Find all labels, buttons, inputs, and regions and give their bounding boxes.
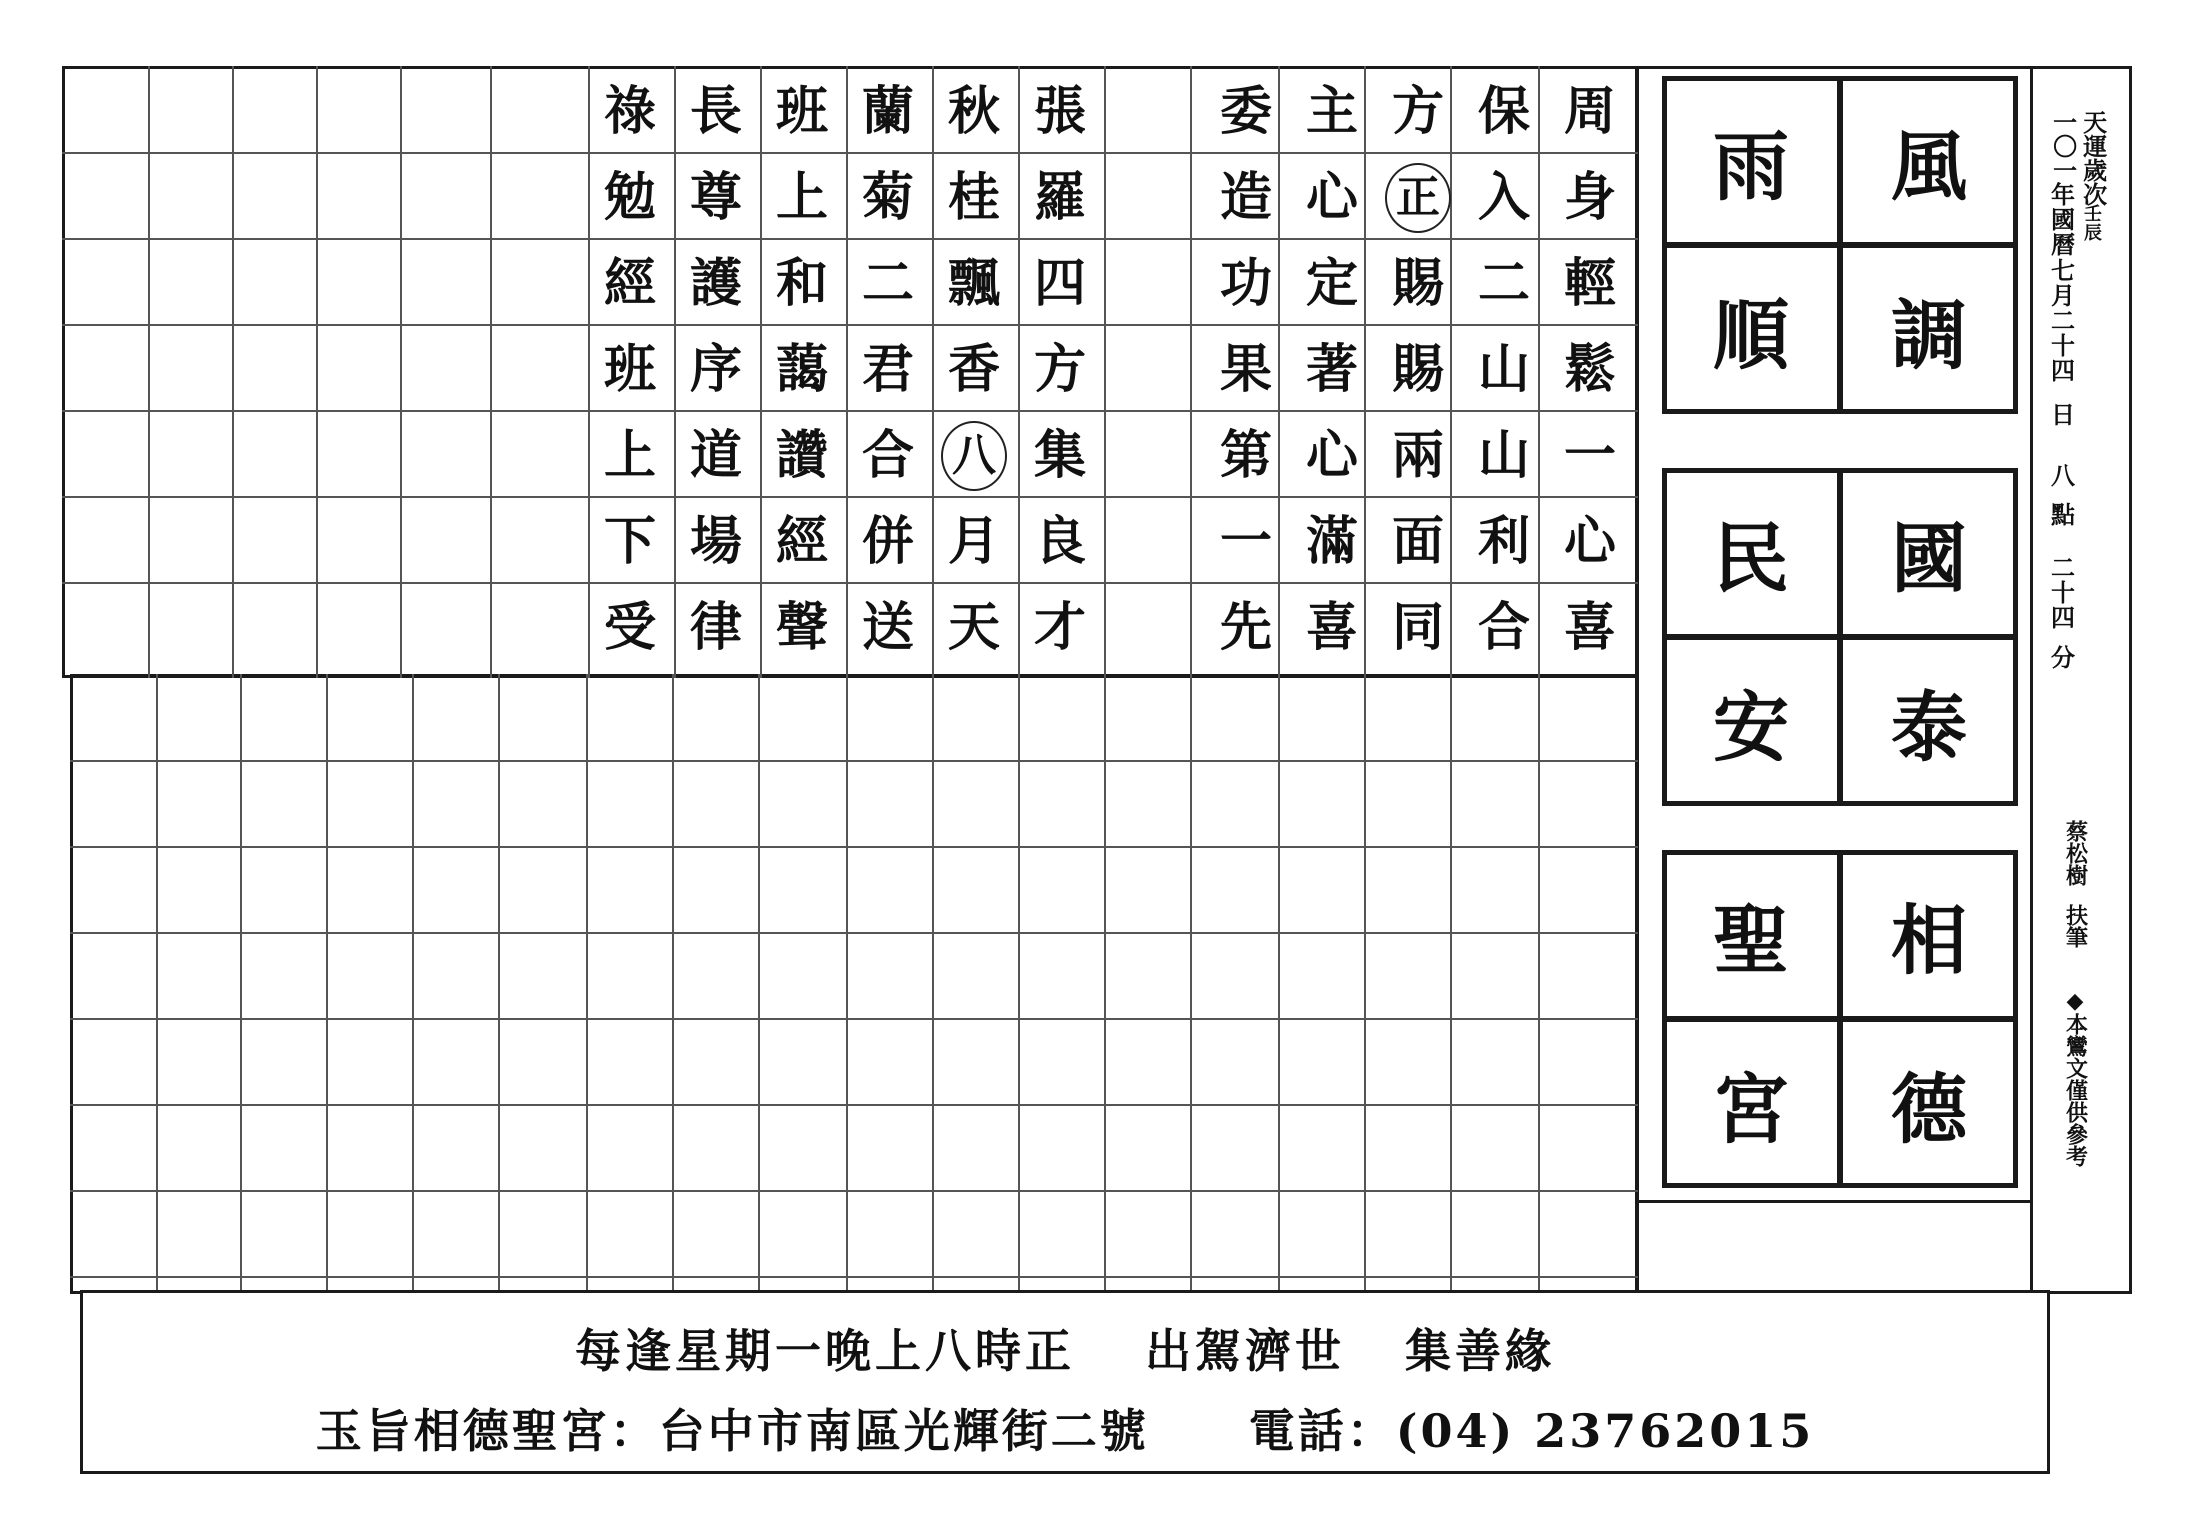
poem-char bbox=[848, 588, 928, 668]
grid-hline bbox=[62, 582, 1638, 584]
poem-char-glyph: 菊 bbox=[861, 167, 914, 228]
poem-char-glyph: 才 bbox=[1033, 597, 1086, 658]
poem-char-glyph: 蘭 bbox=[861, 81, 914, 142]
poem-char bbox=[1206, 588, 1286, 668]
side-char: 二 bbox=[2051, 553, 2075, 583]
poem-char bbox=[1020, 158, 1100, 238]
poem-char bbox=[762, 158, 842, 238]
poem-char bbox=[590, 416, 670, 496]
poem-char-glyph: 併 bbox=[861, 511, 914, 572]
poem-char-glyph: 經 bbox=[775, 511, 828, 572]
poem-char-glyph: 同 bbox=[1391, 597, 1444, 658]
poem-char bbox=[1206, 244, 1286, 324]
poem-char-glyph: 和 bbox=[775, 253, 828, 314]
side-char: 四 bbox=[2051, 356, 2075, 386]
poem-char bbox=[590, 588, 670, 668]
grid-vline bbox=[316, 66, 318, 678]
grid-vline bbox=[148, 66, 150, 678]
side-date-year-label: 天運歲次 bbox=[2078, 110, 2108, 206]
side-char: 四 bbox=[2051, 603, 2075, 633]
poem-char bbox=[676, 330, 756, 410]
poem-char-glyph: 上 bbox=[603, 425, 656, 486]
grid-vline bbox=[326, 674, 328, 1294]
grid-vline bbox=[672, 674, 674, 1294]
side-date-number: 一〇一 bbox=[2048, 110, 2078, 182]
poem-char-glyph: 身 bbox=[1563, 167, 1616, 228]
grid-hline bbox=[62, 238, 1638, 240]
side-char: 年 bbox=[2051, 180, 2075, 209]
grid-vline bbox=[156, 674, 158, 1294]
stamp-char: 國 bbox=[1840, 468, 2018, 637]
poem-char-glyph: 班 bbox=[603, 339, 656, 400]
poem-char-glyph: 良 bbox=[1033, 511, 1086, 572]
stamp-char: 民 bbox=[1662, 468, 1840, 637]
grid-vline bbox=[1364, 674, 1366, 1294]
poem-char bbox=[676, 416, 756, 496]
poem-char-glyph: 果 bbox=[1219, 339, 1272, 400]
side-char: 八 bbox=[2051, 460, 2075, 490]
poem-char-glyph: 香 bbox=[947, 339, 1000, 400]
poem-char bbox=[1464, 72, 1544, 152]
poem-char bbox=[762, 244, 842, 324]
poem-char-glyph: 藹 bbox=[775, 339, 828, 400]
poem-char-glyph: 尊 bbox=[689, 167, 742, 228]
poem-char-glyph: 方 bbox=[1033, 339, 1086, 400]
poem-char-glyph: 秋 bbox=[947, 81, 1000, 142]
side-char: 分 bbox=[2051, 642, 2075, 672]
side-char: 十 bbox=[2051, 331, 2075, 361]
poem-char bbox=[1464, 330, 1544, 410]
address-text: 玉旨相德聖宮：台中市南區光輝街二號 bbox=[315, 1404, 1149, 1458]
poem-char bbox=[934, 72, 1014, 152]
poem-char bbox=[1550, 502, 1630, 582]
grid-vline bbox=[758, 674, 760, 1294]
poem-char-glyph: 喜 bbox=[1563, 597, 1616, 658]
grid-hline bbox=[62, 152, 1638, 154]
grid-hline bbox=[70, 932, 1638, 934]
grid-vline bbox=[1104, 66, 1106, 678]
poem-char-glyph: 四 bbox=[1033, 253, 1086, 314]
poem-char-glyph: 入 bbox=[1477, 167, 1530, 228]
poem-char bbox=[1206, 502, 1286, 582]
grid-hline bbox=[1636, 1200, 2032, 1203]
stamp-char: 順 bbox=[1662, 245, 1840, 414]
grid-vline bbox=[1450, 674, 1452, 1294]
poem-char-glyph: 君 bbox=[861, 339, 914, 400]
poem-char-glyph: 月 bbox=[947, 511, 1000, 572]
poem-char bbox=[1292, 244, 1372, 324]
poem-char bbox=[1292, 158, 1372, 238]
writer-name: 蔡松樹 bbox=[2062, 820, 2089, 886]
grid-hline bbox=[70, 1190, 1638, 1192]
grid-hline bbox=[70, 1104, 1638, 1106]
grid-vline bbox=[232, 66, 234, 678]
side-char: 二 bbox=[2051, 305, 2075, 335]
disclaimer-text: 本鸞文僅供參考 bbox=[2062, 1013, 2089, 1168]
poem-char bbox=[1550, 416, 1630, 496]
stamp-char: 相 bbox=[1840, 850, 2018, 1019]
poem-char bbox=[1464, 416, 1544, 496]
poem-char bbox=[676, 72, 756, 152]
poem-char-glyph: 長 bbox=[689, 81, 742, 142]
side-char: 月 bbox=[2051, 280, 2075, 310]
poem-char bbox=[1292, 588, 1372, 668]
writer-suffix: 扶筆 bbox=[2062, 904, 2089, 948]
poem-char bbox=[762, 72, 842, 152]
poem-char bbox=[1550, 244, 1630, 324]
poem-char-glyph: 第 bbox=[1219, 425, 1272, 486]
poem-char bbox=[762, 502, 842, 582]
poem-char bbox=[1378, 244, 1458, 324]
poem-char bbox=[1206, 416, 1286, 496]
poem-char-glyph: 一 bbox=[1219, 511, 1272, 572]
poem-char bbox=[1206, 72, 1286, 152]
poem-char-glyph: 利 bbox=[1477, 511, 1530, 572]
service-text: 出駕濟世 bbox=[1145, 1324, 1345, 1378]
side-note-disclaimer bbox=[2060, 990, 2090, 1167]
poem-char bbox=[1378, 588, 1458, 668]
poem-char-glyph: 造 bbox=[1219, 167, 1272, 228]
side-date-stem: 壬 bbox=[2084, 204, 2102, 225]
poem-char-glyph: 桂 bbox=[947, 167, 1000, 228]
stamp-char: 德 bbox=[1840, 1019, 2018, 1188]
poem-char-glyph: 輕 bbox=[1563, 253, 1616, 314]
poem-char-glyph: 周 bbox=[1563, 81, 1616, 142]
grid-hline bbox=[70, 760, 1638, 762]
poem-char bbox=[676, 588, 756, 668]
poem-char-glyph: 下 bbox=[603, 511, 656, 572]
poem-char-glyph: 勉 bbox=[603, 167, 656, 228]
poem-char bbox=[1292, 330, 1372, 410]
side-char: 日 bbox=[2051, 399, 2075, 429]
poem-char bbox=[934, 588, 1014, 668]
poem-char bbox=[848, 244, 928, 324]
poem-char bbox=[1550, 330, 1630, 410]
poem-char bbox=[1020, 416, 1100, 496]
poem-char-glyph: 送 bbox=[861, 597, 914, 658]
grid-vline bbox=[586, 674, 588, 1294]
poem-char bbox=[1206, 158, 1286, 238]
poem-char-glyph: 二 bbox=[1477, 253, 1530, 314]
grid-vline bbox=[932, 674, 934, 1294]
poem-char-glyph: 序 bbox=[689, 339, 742, 400]
side-note-time bbox=[2048, 110, 2078, 670]
grid-hline bbox=[70, 846, 1638, 848]
grid-vline bbox=[240, 674, 242, 1294]
grid-hline bbox=[62, 324, 1638, 326]
poem-char-glyph: 律 bbox=[689, 597, 742, 658]
grid-vline bbox=[400, 66, 402, 678]
poem-char bbox=[934, 330, 1014, 410]
stamp-char: 泰 bbox=[1840, 637, 2018, 806]
stamp-char: 安 bbox=[1662, 637, 1840, 806]
poem-char-glyph: 集 bbox=[1033, 425, 1086, 486]
grid-vline bbox=[1190, 66, 1192, 678]
poem-char bbox=[1020, 330, 1100, 410]
side-char: 點 bbox=[2051, 499, 2075, 529]
poem-char bbox=[934, 502, 1014, 582]
side-note-writer bbox=[2060, 820, 2090, 948]
poem-char-glyph: 經 bbox=[603, 253, 656, 314]
side-char: 十 bbox=[2051, 578, 2075, 608]
poem-char bbox=[1020, 244, 1100, 324]
grid-vline bbox=[498, 674, 500, 1294]
poem-char-glyph: 著 bbox=[1305, 339, 1358, 400]
footer-address bbox=[83, 1395, 2047, 1461]
poem-char-glyph: 滿 bbox=[1305, 511, 1358, 572]
poem-char-glyph: 天 bbox=[947, 597, 1000, 658]
poem-char bbox=[590, 330, 670, 410]
poem-char-glyph: 合 bbox=[861, 425, 914, 486]
grid-vline bbox=[1104, 674, 1106, 1294]
poem-char-glyph: 一 bbox=[1563, 425, 1616, 486]
poem-char bbox=[934, 158, 1014, 238]
poem-char bbox=[1464, 244, 1544, 324]
side-char: 國 bbox=[2051, 205, 2075, 235]
grid-vline bbox=[490, 66, 492, 678]
poem-char-glyph: 先 bbox=[1219, 597, 1272, 658]
poem-char-glyph: 羅 bbox=[1033, 167, 1086, 228]
poem-char-glyph: 飄 bbox=[947, 253, 1000, 314]
poem-char bbox=[848, 502, 928, 582]
poem-char bbox=[762, 330, 842, 410]
poem-char-glyph: 合 bbox=[1477, 597, 1530, 658]
poem-char-glyph: 讚 bbox=[775, 425, 828, 486]
blessing-text: 集善緣 bbox=[1405, 1324, 1555, 1378]
poem-char-glyph: 上 bbox=[775, 167, 828, 228]
side-char: 曆 bbox=[2051, 230, 2075, 260]
poem-char-glyph: 主 bbox=[1305, 81, 1358, 142]
poem-char bbox=[590, 158, 670, 238]
poem-char bbox=[1020, 502, 1100, 582]
poem-char-glyph: 賜 bbox=[1391, 253, 1444, 314]
poem-char bbox=[676, 158, 756, 238]
poem-char-glyph: 班 bbox=[775, 81, 828, 142]
poem-char bbox=[1292, 72, 1372, 152]
poem-char-glyph: 張 bbox=[1033, 81, 1086, 142]
poem-char-glyph: 正 bbox=[1385, 163, 1451, 233]
poem-char bbox=[1378, 330, 1458, 410]
grid-vline bbox=[1278, 674, 1280, 1294]
poem-char-glyph: 保 bbox=[1477, 81, 1530, 142]
side-date-branch: 辰 bbox=[2084, 222, 2102, 244]
stamp-char: 調 bbox=[1840, 245, 2018, 414]
footer bbox=[80, 1290, 2050, 1474]
poem-char bbox=[1206, 330, 1286, 410]
poem-char-glyph: 兩 bbox=[1391, 425, 1444, 486]
poem-char bbox=[676, 502, 756, 582]
poem-char-glyph: 八 bbox=[941, 421, 1007, 491]
stamp-char: 風 bbox=[1840, 76, 2018, 245]
poem-char bbox=[676, 244, 756, 324]
poem-char-glyph: 定 bbox=[1305, 253, 1358, 314]
poem-char bbox=[848, 158, 928, 238]
poem-char bbox=[1550, 158, 1630, 238]
poem-char bbox=[848, 72, 928, 152]
poem-char bbox=[1550, 72, 1630, 152]
poem-char-glyph: 受 bbox=[603, 597, 656, 658]
poem-char-glyph: 二 bbox=[861, 253, 914, 314]
poem-char bbox=[1378, 502, 1458, 582]
diamond-icon: ◆ bbox=[2066, 988, 2084, 1014]
footer-schedule bbox=[83, 1315, 2047, 1381]
side-note-date bbox=[2078, 110, 2108, 244]
poem-char bbox=[1292, 416, 1372, 496]
grid-hline bbox=[62, 496, 1638, 498]
phone-text: 電話：(04) 23762015 bbox=[1248, 1404, 1815, 1458]
poem-char bbox=[1464, 588, 1544, 668]
poem-char bbox=[848, 416, 928, 496]
poem-char bbox=[934, 244, 1014, 324]
poem-char-glyph: 面 bbox=[1391, 511, 1444, 572]
poem-char bbox=[1378, 158, 1458, 238]
poem-char bbox=[1464, 502, 1544, 582]
poem-char-glyph: 委 bbox=[1219, 81, 1272, 142]
poem-char bbox=[590, 244, 670, 324]
poem-char-glyph: 護 bbox=[689, 253, 742, 314]
poem-char-glyph: 祿 bbox=[603, 81, 656, 142]
lower-grid bbox=[70, 674, 1638, 1294]
poem-char-glyph: 聲 bbox=[775, 597, 828, 658]
poem-char bbox=[934, 416, 1014, 496]
poem-char-glyph: 功 bbox=[1219, 253, 1272, 314]
grid-hline bbox=[70, 1276, 1638, 1278]
poem-char bbox=[1550, 588, 1630, 668]
poem-char-glyph: 場 bbox=[689, 511, 742, 572]
grid-hline bbox=[62, 410, 1638, 412]
poem-char-glyph: 山 bbox=[1477, 425, 1530, 486]
poem-char-glyph: 喜 bbox=[1305, 597, 1358, 658]
grid-vline bbox=[412, 674, 414, 1294]
grid-vline bbox=[846, 674, 848, 1294]
poem-char-glyph: 賜 bbox=[1391, 339, 1444, 400]
poem-char-glyph: 心 bbox=[1563, 511, 1616, 572]
poem-char-glyph: 鬆 bbox=[1563, 339, 1616, 400]
poem-char bbox=[1020, 72, 1100, 152]
poem-char bbox=[590, 72, 670, 152]
schedule-text: 每逢星期一晚上八時正 bbox=[575, 1324, 1075, 1378]
poem-char bbox=[762, 416, 842, 496]
poem-char bbox=[762, 588, 842, 668]
poem-char-glyph: 心 bbox=[1305, 167, 1358, 228]
poem-char-glyph: 心 bbox=[1305, 425, 1358, 486]
stamp-char: 雨 bbox=[1662, 76, 1840, 245]
poem-char bbox=[1464, 158, 1544, 238]
side-char: 七 bbox=[2051, 255, 2075, 285]
poem-char-glyph: 方 bbox=[1391, 81, 1444, 142]
poem-char-glyph: 山 bbox=[1477, 339, 1530, 400]
poem-char-glyph: 道 bbox=[689, 425, 742, 486]
grid-vline bbox=[1018, 674, 1020, 1294]
poem-char bbox=[1020, 588, 1100, 668]
poem-char bbox=[590, 502, 670, 582]
grid-vline bbox=[1538, 674, 1540, 1294]
poem-char bbox=[1378, 72, 1458, 152]
poem-char bbox=[1378, 416, 1458, 496]
grid-hline bbox=[70, 1018, 1638, 1020]
stamp-char: 宮 bbox=[1662, 1019, 1840, 1188]
poem-char bbox=[848, 330, 928, 410]
poem-char bbox=[1292, 502, 1372, 582]
grid-vline bbox=[1190, 674, 1192, 1294]
stamp-char: 聖 bbox=[1662, 850, 1840, 1019]
